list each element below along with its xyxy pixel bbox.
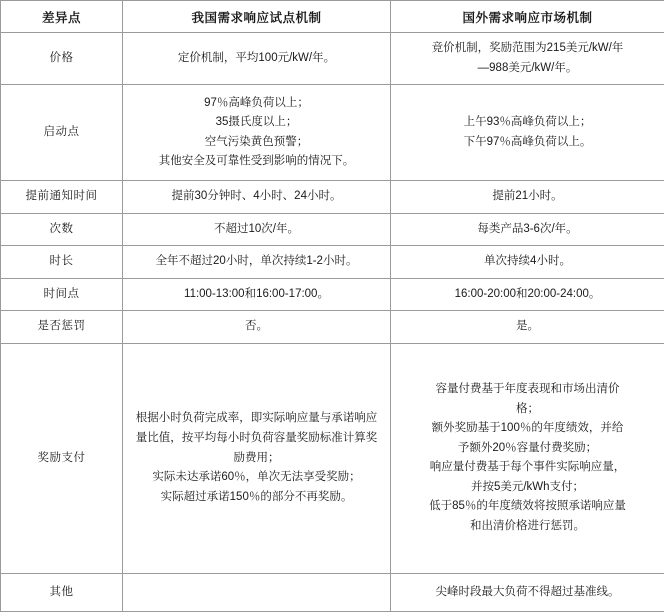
cell-line: 单次持续4小时。: [399, 252, 656, 272]
column-header-domestic: 我国需求响应试点机制: [123, 1, 391, 33]
row-label-price: 价格: [1, 33, 123, 85]
cell-line: 定价机制，平均100元/kW/年。: [131, 49, 382, 69]
row-label-other: 其他: [1, 573, 123, 611]
row-label-timepoint: 时间点: [1, 278, 123, 311]
cell-lines: [399, 380, 656, 536]
row-label-payment: 奖励支付: [1, 343, 123, 573]
cell-line: 格；: [399, 400, 656, 420]
cell-domestic-timepoint: [123, 278, 391, 311]
cell-lines: [399, 113, 656, 152]
table-header-row: [1, 1, 664, 33]
cell-line: 空气污染黄色预警；: [131, 133, 382, 153]
table-row: [1, 181, 664, 214]
cell-foreign-trigger: [391, 85, 664, 181]
cell-lines: [131, 285, 382, 305]
column-header-difference: 差异点: [1, 1, 123, 33]
cell-line: —988美元/kW/年。: [399, 59, 656, 79]
cell-foreign-notice: [391, 181, 664, 214]
cell-lines: [399, 220, 656, 240]
cell-line: 97％高峰负荷以上；: [131, 94, 382, 114]
cell-domestic-price: [123, 33, 391, 85]
cell-line: 和出清价格进行惩罚。: [399, 517, 656, 537]
cell-lines: [131, 317, 382, 337]
row-label-penalty: 是否惩罚: [1, 311, 123, 344]
table-row: [1, 343, 664, 573]
cell-domestic-payment: [123, 343, 391, 573]
cell-line: 16:00-20:00和20:00-24:00。: [399, 285, 656, 305]
cell-domestic-times: [123, 213, 391, 246]
cell-foreign-timepoint: [391, 278, 664, 311]
cell-domestic-duration: [123, 246, 391, 279]
cell-domestic-penalty: [123, 311, 391, 344]
cell-lines: [399, 285, 656, 305]
cell-line: 响应量付费基于每个事件实际响应量，: [399, 458, 656, 478]
table-row: [1, 213, 664, 246]
row-label-notice: 提前通知时间: [1, 181, 123, 214]
cell-line: 额外奖励基于100％的年度绩效，并给: [399, 419, 656, 439]
cell-line: 予额外20％容量付费奖励；: [399, 439, 656, 459]
cell-line: 其他安全及可靠性受到影响的情况下。: [131, 152, 382, 172]
cell-foreign-duration: [391, 246, 664, 279]
cell-line: 11:00-13:00和16:00-17:00。: [131, 285, 382, 305]
cell-line: 量比值，按平均每小时负荷容量奖励标准计算奖: [131, 429, 382, 449]
row-label-trigger: 启动点: [1, 85, 123, 181]
cell-line: 上午93％高峰负荷以上；: [399, 113, 656, 133]
cell-lines: [131, 49, 382, 69]
cell-line: 提前30分钟时、4小时、24小时。: [131, 187, 382, 207]
cell-domestic-notice: [123, 181, 391, 214]
cell-line: 下午97％高峰负荷以上。: [399, 133, 656, 153]
cell-domestic-trigger: [123, 85, 391, 181]
cell-lines: [131, 409, 382, 507]
cell-foreign-payment: [391, 343, 664, 573]
cell-line: 35摄氏度以上；: [131, 113, 382, 133]
table-row: [1, 33, 664, 85]
table-row: [1, 85, 664, 181]
cell-lines: [399, 252, 656, 272]
table-row: [1, 278, 664, 311]
cell-lines: [399, 317, 656, 337]
cell-lines: [399, 187, 656, 207]
row-label-duration: 时长: [1, 246, 123, 279]
cell-line: 实际超过承诺150％的部分不再奖励。: [131, 488, 382, 508]
cell-line: 励费用；: [131, 449, 382, 469]
cell-lines: [399, 583, 656, 603]
cell-lines: [131, 187, 382, 207]
cell-domestic-other: [123, 573, 391, 611]
cell-line: 并按5美元/kWh支付；: [399, 478, 656, 498]
cell-lines: [131, 252, 382, 272]
cell-line: 低于85％的年度绩效将按照承诺响应量: [399, 497, 656, 517]
cell-line: 容量付费基于年度表现和市场出清价: [399, 380, 656, 400]
cell-line: 每类产品3-6次/年。: [399, 220, 656, 240]
cell-lines: [399, 39, 656, 78]
cell-foreign-penalty: [391, 311, 664, 344]
table-row: [1, 573, 664, 611]
cell-line: 根据小时负荷完成率，即实际响应量与承诺响应: [131, 409, 382, 429]
table-header: [1, 1, 664, 33]
column-header-foreign: 国外需求响应市场机制: [391, 1, 664, 33]
cell-line: 否。: [131, 317, 382, 337]
cell-line: 实际未达承诺60％，单次无法享受奖励；: [131, 468, 382, 488]
cell-line: 提前21小时。: [399, 187, 656, 207]
cell-foreign-price: [391, 33, 664, 85]
cell-line: 全年不超过20小时，单次持续1-2小时。: [131, 252, 382, 272]
table-row: [1, 311, 664, 344]
cell-foreign-other: [391, 573, 664, 611]
cell-line: 竞价机制，奖励范围为215美元/kW/年: [399, 39, 656, 59]
cell-line: 是。: [399, 317, 656, 337]
cell-foreign-times: [391, 213, 664, 246]
cell-lines: [131, 220, 382, 240]
row-label-times: 次数: [1, 213, 123, 246]
table-row: [1, 246, 664, 279]
cell-line: 不超过10次/年。: [131, 220, 382, 240]
cell-line: 尖峰时段最大负荷不得超过基准线。: [399, 583, 656, 603]
table-body: [1, 33, 664, 612]
cell-lines: [131, 94, 382, 172]
